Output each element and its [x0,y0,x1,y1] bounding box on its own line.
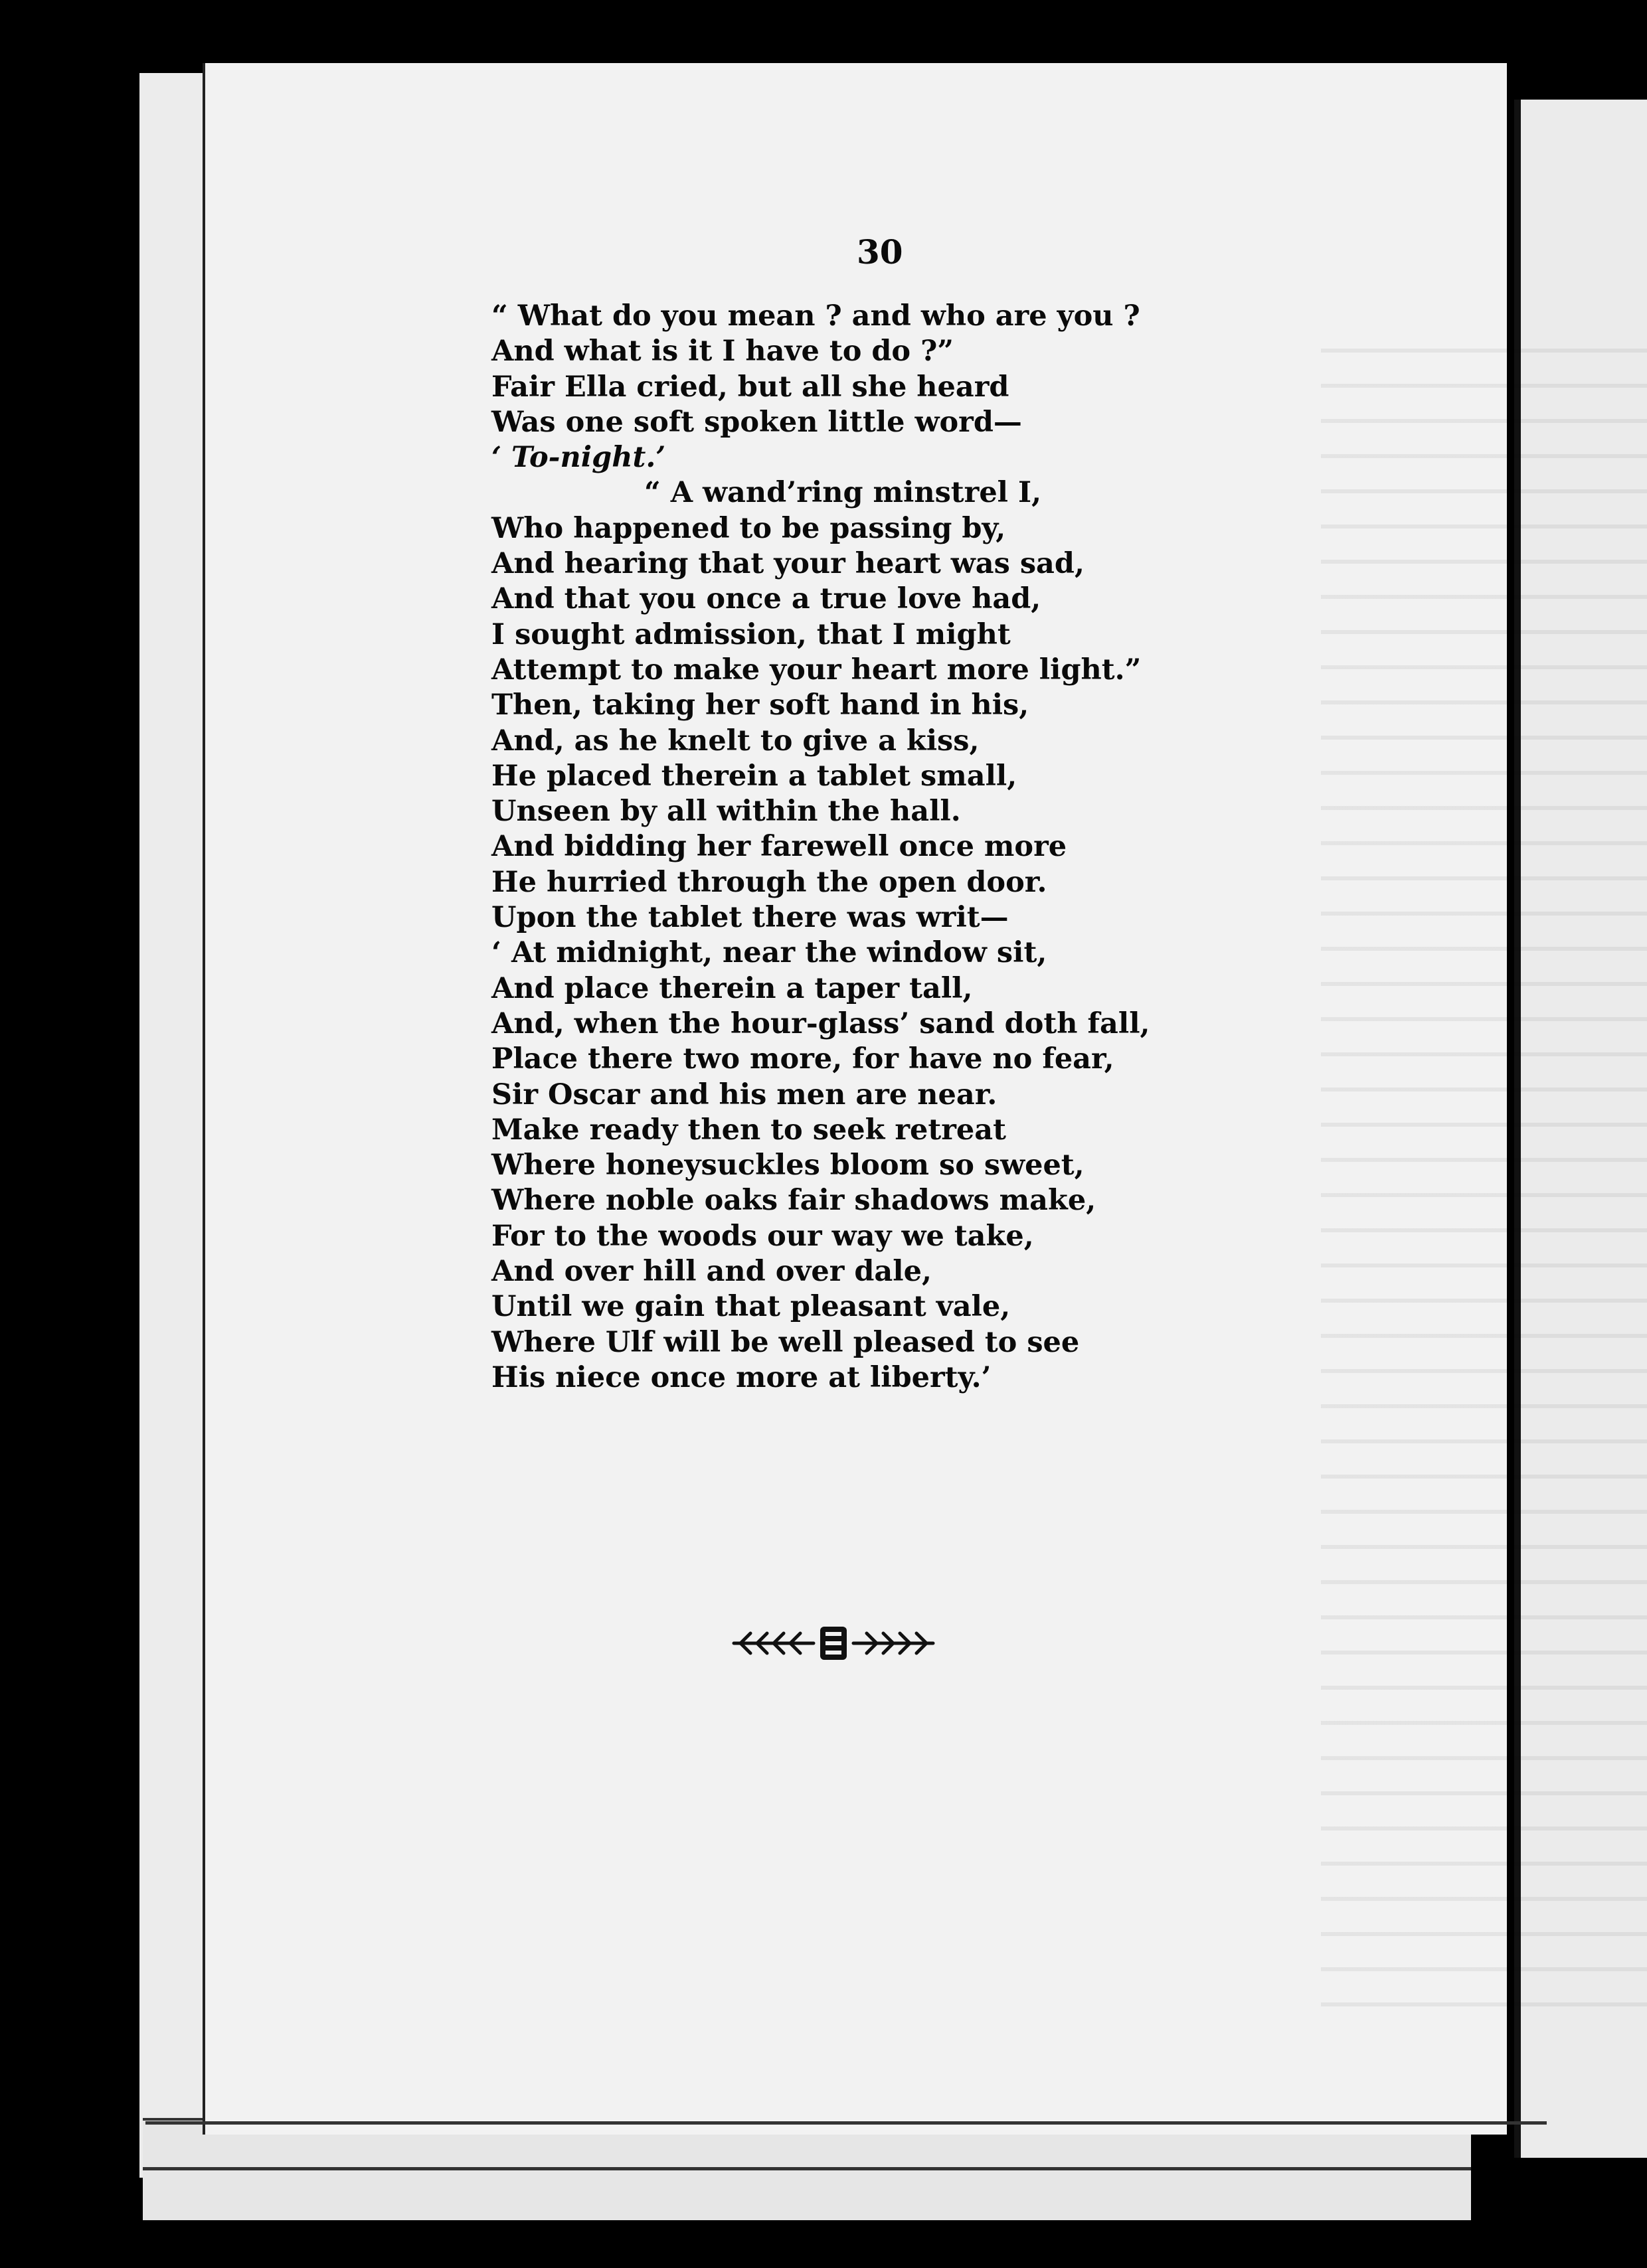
decorative-ornament [727,1620,940,1666]
poem-line: Until we gain that pleasant vale, [491,1290,1011,1324]
poem-line: ‘ At midnight, near the window sit, [491,936,1047,970]
poem-line: Who happened to be passing by, [491,511,1006,545]
poem-line: His niece once more at liberty.’ [491,1360,992,1394]
poem-line: He placed therein a tablet small, [491,759,1017,793]
poem-line: Was one soft spoken little word— [491,405,1022,439]
poem-line: Where honeysuckles bloom so sweet, [491,1149,1084,1182]
poem-line: “ A wand’ring minstrel I, [644,476,1042,510]
poem-line: Attempt to make your heart more light.” [491,653,1142,687]
poem-line: He hurried through the open door. [491,865,1047,899]
poem-line: Where Ulf will be well pleased to see [491,1325,1080,1359]
poem-line: For to the woods our way we take, [491,1219,1034,1253]
poem-line: Where noble oaks fair shadows make, [491,1184,1096,1218]
poem-line: And over hill and over dale, [491,1255,932,1289]
poem-line: Then, taking her soft hand in his, [491,688,1029,722]
poem-text [491,299,1322,1396]
poem-line: And, when the hour-glass’ sand doth fall, [491,1007,1150,1040]
poem-line: Sir Oscar and his men are near. [491,1078,997,1111]
next-page-edge [1514,100,1647,2158]
poem-line: Upon the tablet there was writ— [491,901,1009,935]
poem-line: “ What do you mean ? and who are you ? [491,299,1140,333]
poem-line: And, as he knelt to give a kiss, [491,724,980,758]
poem-line: And what is it I have to do ?” [491,335,954,368]
poem-line: ‘ To-night.’ [491,441,666,475]
poem-line: Unseen by all within the hall. [491,795,961,829]
poem-line: I sought admission, that I might [491,617,1011,651]
poem-line: And bidding her farewell once more [491,830,1067,864]
poem-line: Place there two more, for have no fear, [491,1042,1114,1076]
page-number: 30 [857,232,903,272]
poem-line: And hearing that your heart was sad, [491,547,1084,581]
poem-line: Fair Ella cried, but all she heard [491,370,1009,404]
poem-line: And place therein a taper tall, [491,971,973,1005]
poem-line: And that you once a true love had, [491,582,1041,616]
poem-line: Make ready then to seek retreat [491,1113,1007,1147]
